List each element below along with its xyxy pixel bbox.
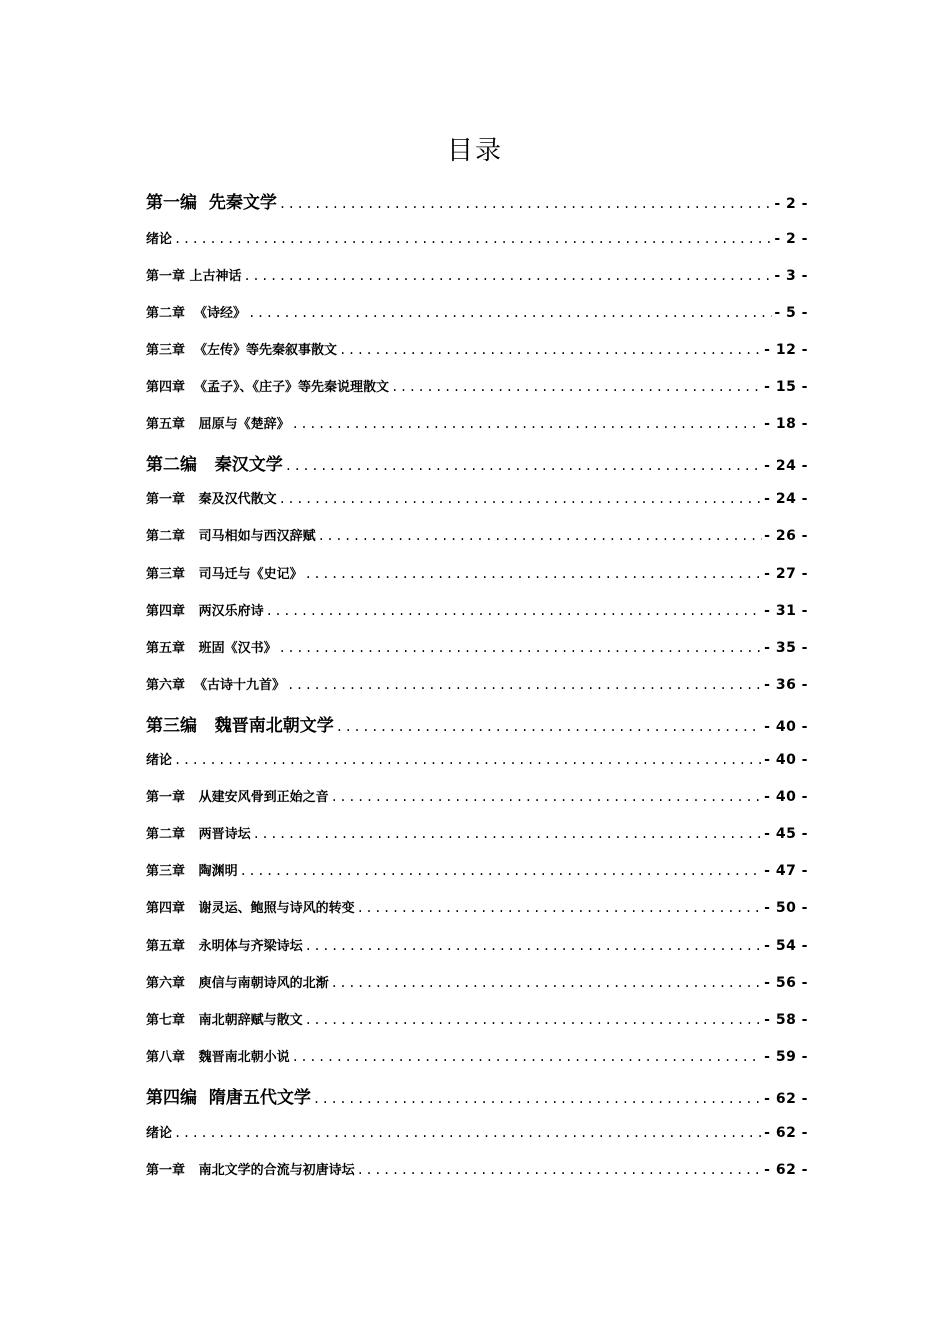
toc-part-entry[interactable] <box>146 453 808 478</box>
toc-dot-leader <box>253 824 763 844</box>
toc-dot-leader <box>287 675 762 695</box>
toc-dot-leader <box>174 229 772 249</box>
toc-page-number: - 62 - <box>764 1162 808 1178</box>
toc-chapter-entry[interactable] <box>146 414 808 435</box>
toc-dot-leader <box>279 489 763 509</box>
toc-dot-leader <box>331 973 763 993</box>
toc-entry-label: 第三章 陶渊明 <box>146 864 238 879</box>
toc-chapter-entry[interactable] <box>146 898 808 919</box>
page-title: 目录 <box>446 136 503 166</box>
toc-page-number: - 40 - <box>764 789 808 805</box>
toc-dot-leader <box>357 898 763 918</box>
toc-dot-leader <box>391 377 762 397</box>
toc-entry-label: 第六章 《古诗十九首》 <box>146 678 286 693</box>
toc-page-number: - 31 - <box>764 603 808 619</box>
toc-entry-label: 第四编 隋唐五代文学 <box>146 1088 311 1108</box>
toc-page-number: - 18 - <box>764 416 808 432</box>
toc-page-number: - 24 - <box>764 458 808 474</box>
toc-entry-label: 第二章 司马相如与西汉辞赋 <box>146 529 316 544</box>
toc-page-number: - 27 - <box>764 566 808 582</box>
toc-chapter-entry[interactable] <box>146 564 808 585</box>
toc-page-number: - 50 - <box>764 900 808 916</box>
toc-dot-leader <box>285 454 762 478</box>
toc-entry-label: 第四章 两汉乐府诗 <box>146 604 264 619</box>
toc-part-entry[interactable] <box>146 714 808 739</box>
toc-entry-label: 绪论 <box>146 232 173 247</box>
toc-chapter-entry[interactable] <box>146 340 808 361</box>
toc-entry-label: 第四章 谢灵运、鲍照与诗风的转变 <box>146 901 355 916</box>
toc-entry-label: 第八章 魏晋南北朝小说 <box>146 1050 290 1065</box>
toc-chapter-entry[interactable] <box>146 1010 808 1031</box>
toc-page-number: - 54 - <box>764 938 808 954</box>
toc-chapter-entry[interactable] <box>146 1123 808 1144</box>
toc-entry-label: 第一章 秦及汉代散文 <box>146 492 277 507</box>
toc-dot-leader <box>240 861 763 881</box>
toc-chapter-entry[interactable] <box>146 675 808 696</box>
toc-chapter-entry[interactable] <box>146 1160 808 1181</box>
toc-chapter-entry[interactable] <box>146 229 808 250</box>
toc-dot-leader <box>305 564 763 584</box>
toc-dot-leader <box>339 340 762 360</box>
toc-dot-leader <box>266 601 763 621</box>
toc-page-number: - 12 - <box>764 342 808 358</box>
toc-entry-label: 第四章 《孟子》、《庄子》等先秦说理散文 <box>146 380 390 395</box>
toc-chapter-entry[interactable] <box>146 638 808 659</box>
toc-dot-leader <box>279 192 773 216</box>
toc-chapter-entry[interactable] <box>146 489 808 510</box>
toc-chapter-entry[interactable] <box>146 526 808 547</box>
toc-entry-label: 第六章 庾信与南朝诗风的北渐 <box>146 976 329 991</box>
toc-entry-label: 第三章 司马迁与《史记》 <box>146 567 303 582</box>
toc-chapter-entry[interactable] <box>146 601 808 622</box>
toc-page-number: - 62 - <box>764 1125 808 1141</box>
toc-dot-leader <box>318 526 763 546</box>
toc-entry-label: 第五章 屈原与《楚辞》 <box>146 417 290 432</box>
toc-page-number: - 36 - <box>764 677 808 693</box>
toc-entry-label: 第二编 秦汉文学 <box>146 455 283 475</box>
toc-page-number: - 45 - <box>764 826 808 842</box>
toc-entry-label: 第五章 永明体与齐梁诗坛 <box>146 939 303 954</box>
toc-chapter-entry[interactable] <box>146 824 808 845</box>
toc-page-number: - 26 - <box>764 528 808 544</box>
toc-page-number: - 5 - <box>774 305 808 321</box>
toc-dot-leader <box>313 1087 762 1111</box>
toc-dot-leader <box>244 266 773 286</box>
toc-entry-label: 第五章 班固《汉书》 <box>146 641 277 656</box>
toc-dot-leader <box>305 1010 763 1030</box>
toc-chapter-entry[interactable] <box>146 377 808 398</box>
toc-part-entry[interactable] <box>146 1086 808 1111</box>
toc-part-entry[interactable] <box>146 191 808 216</box>
toc-page-number: - 59 - <box>764 1049 808 1065</box>
toc-chapter-entry[interactable] <box>146 787 808 808</box>
toc-page-number: - 40 - <box>764 719 808 735</box>
toc-entry-label: 绪论 <box>146 1126 173 1141</box>
toc-dot-leader <box>292 1047 763 1067</box>
toc-entry-label: 第二章 两晋诗坛 <box>146 827 251 842</box>
toc-entry-label: 第一章 从建安风骨到正始之音 <box>146 790 329 805</box>
toc-page-number: - 2 - <box>774 231 808 247</box>
toc-page-number: - 40 - <box>764 752 808 768</box>
toc-page-number: - 15 - <box>764 379 808 395</box>
toc-chapter-entry[interactable] <box>146 750 808 771</box>
toc-page-number: - 2 - <box>774 196 808 212</box>
toc-page-number: - 3 - <box>774 268 808 284</box>
toc-chapter-entry[interactable] <box>146 1047 808 1068</box>
toc-dot-leader <box>331 787 763 807</box>
toc-entry-label: 第一章 南北文学的合流与初唐诗坛 <box>146 1163 355 1178</box>
toc-dot-leader <box>174 1123 762 1143</box>
toc-entry-label: 第一章 上古神话 <box>146 269 242 284</box>
toc-entry-label: 第七章 南北朝辞赋与散文 <box>146 1013 303 1028</box>
toc-dot-leader <box>174 750 762 770</box>
toc-page-number: - 35 - <box>764 640 808 656</box>
toc-dot-leader <box>357 1160 763 1180</box>
toc-dot-leader <box>248 303 772 323</box>
toc-page-number: - 24 - <box>764 491 808 507</box>
toc-dot-leader <box>279 638 763 658</box>
toc-page-number: - 47 - <box>764 863 808 879</box>
toc-dot-leader <box>305 936 763 956</box>
toc-chapter-entry[interactable] <box>146 861 808 882</box>
toc-entry-label: 第一编 先秦文学 <box>146 193 277 213</box>
toc-chapter-entry[interactable] <box>146 936 808 957</box>
toc-page-number: - 62 - <box>764 1091 808 1107</box>
toc-chapter-entry[interactable] <box>146 266 808 287</box>
toc-chapter-entry[interactable] <box>146 973 808 994</box>
toc-page-number: - 56 - <box>764 975 808 991</box>
toc-entry-label: 第二章 《诗经》 <box>146 306 247 321</box>
toc-chapter-entry[interactable] <box>146 303 808 324</box>
toc-entry-label: 绪论 <box>146 753 173 768</box>
toc-entry-label: 第三编 魏晋南北朝文学 <box>146 716 334 736</box>
toc-entry-label: 第三章 《左传》等先秦叙事散文 <box>146 343 338 358</box>
toc-dot-leader <box>292 414 763 434</box>
toc-dot-leader <box>336 715 762 739</box>
toc-page-number: - 58 - <box>764 1012 808 1028</box>
